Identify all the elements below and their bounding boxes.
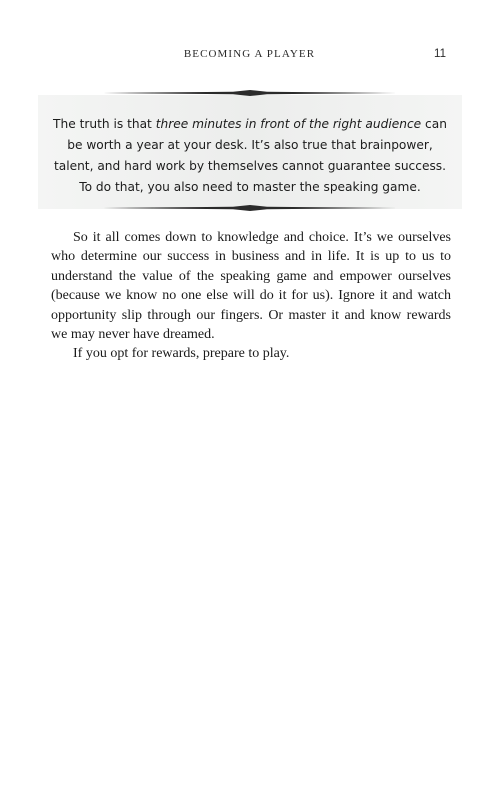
body-paragraph-1: So it all comes down to knowledge and choice. It’s we ourselves who determine our success in business and in life. It is up to us to understand the value of the speaking game and empower ourselves (because we know no one else will do it for us). Ignore it and watch opportunity slip through our fingers. Or master it and know rewards we may never have dreamed.	[51, 230, 451, 343]
pull-quote-callout	[38, 89, 462, 215]
callout-text-start: The truth is that	[53, 117, 156, 131]
body-text	[51, 228, 451, 364]
running-title: BECOMING A PLAYER	[183, 48, 316, 60]
callout-text-end: can be worth a year at your desk. It’s also true that brainpower, talent, and hard work by themselves cannot guarantee success. To do that, you also need to master the speaking game.	[53, 117, 447, 194]
callout-emphasis: three minutes in front of the right audience	[155, 117, 422, 131]
body-paragraph-2: If you opt for rewards, prepare to play.	[73, 346, 290, 362]
callout-top-rule	[103, 90, 397, 96]
callout-text	[48, 114, 452, 198]
page-number: 11	[434, 48, 446, 60]
running-head	[0, 46, 499, 64]
callout-bottom-rule	[103, 205, 397, 211]
